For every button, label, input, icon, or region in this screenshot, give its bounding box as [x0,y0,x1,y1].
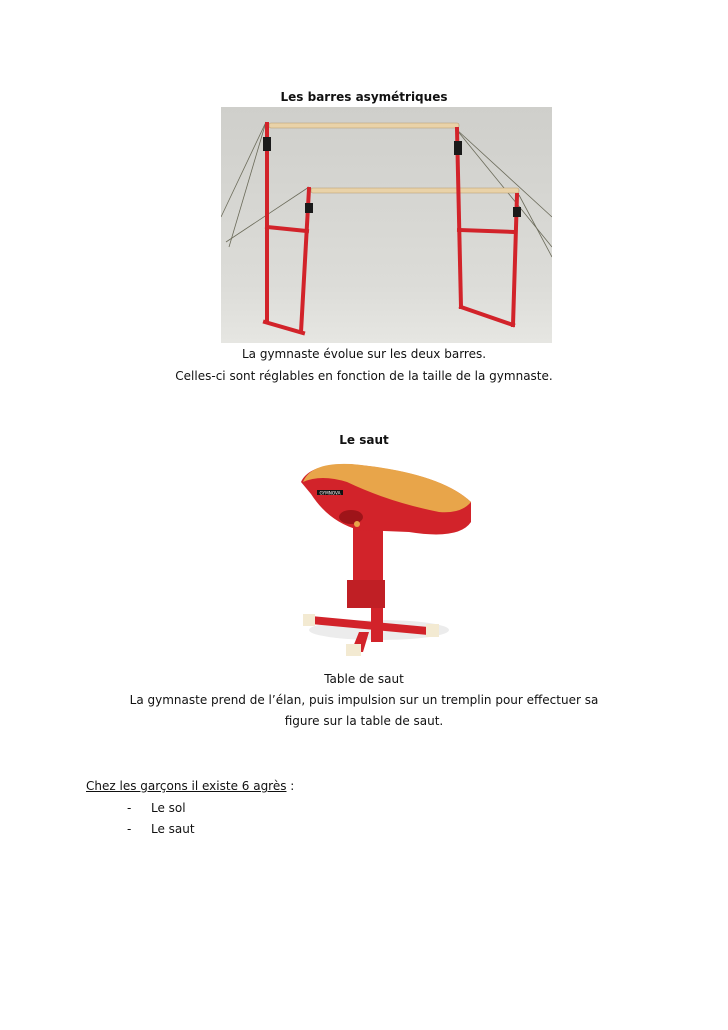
bars-caption-line-1: La gymnaste évolue sur les deux barres. [241,347,487,361]
vaulting-table-photo [289,452,484,662]
list-item [0,821,728,837]
boys-section-colon: : [286,779,295,793]
bars-section-title: Les barres asymétriques [280,90,448,104]
boys-section-heading: Chez les garçons il existe 6 agrès [86,779,287,793]
boys-section-intro [86,778,294,794]
vault-brand-label: GYMNOVA [319,490,341,496]
vault-caption-title: Table de saut [324,672,404,686]
vault-caption-line-1: La gymnaste prend de l’élan, puis impulsion sur un tremplin pour effectuer sa [129,693,599,707]
uneven-bars-photo [221,107,552,343]
bars-caption-line-2: Celles-ci sont réglables en fonction de la taille de la gymnaste. [175,369,553,383]
list-item-label: Le saut [151,822,195,836]
list-bullet: - [127,822,132,836]
list-bullet: - [127,801,132,815]
uneven-bars-illustration [221,107,552,343]
vault-section-title: Le saut [339,433,389,447]
vaulting-table-illustration [289,452,484,662]
list-item [0,800,728,816]
list-item-label: Le sol [151,801,186,815]
vault-caption-line-2: figure sur la table de saut. [284,714,444,728]
